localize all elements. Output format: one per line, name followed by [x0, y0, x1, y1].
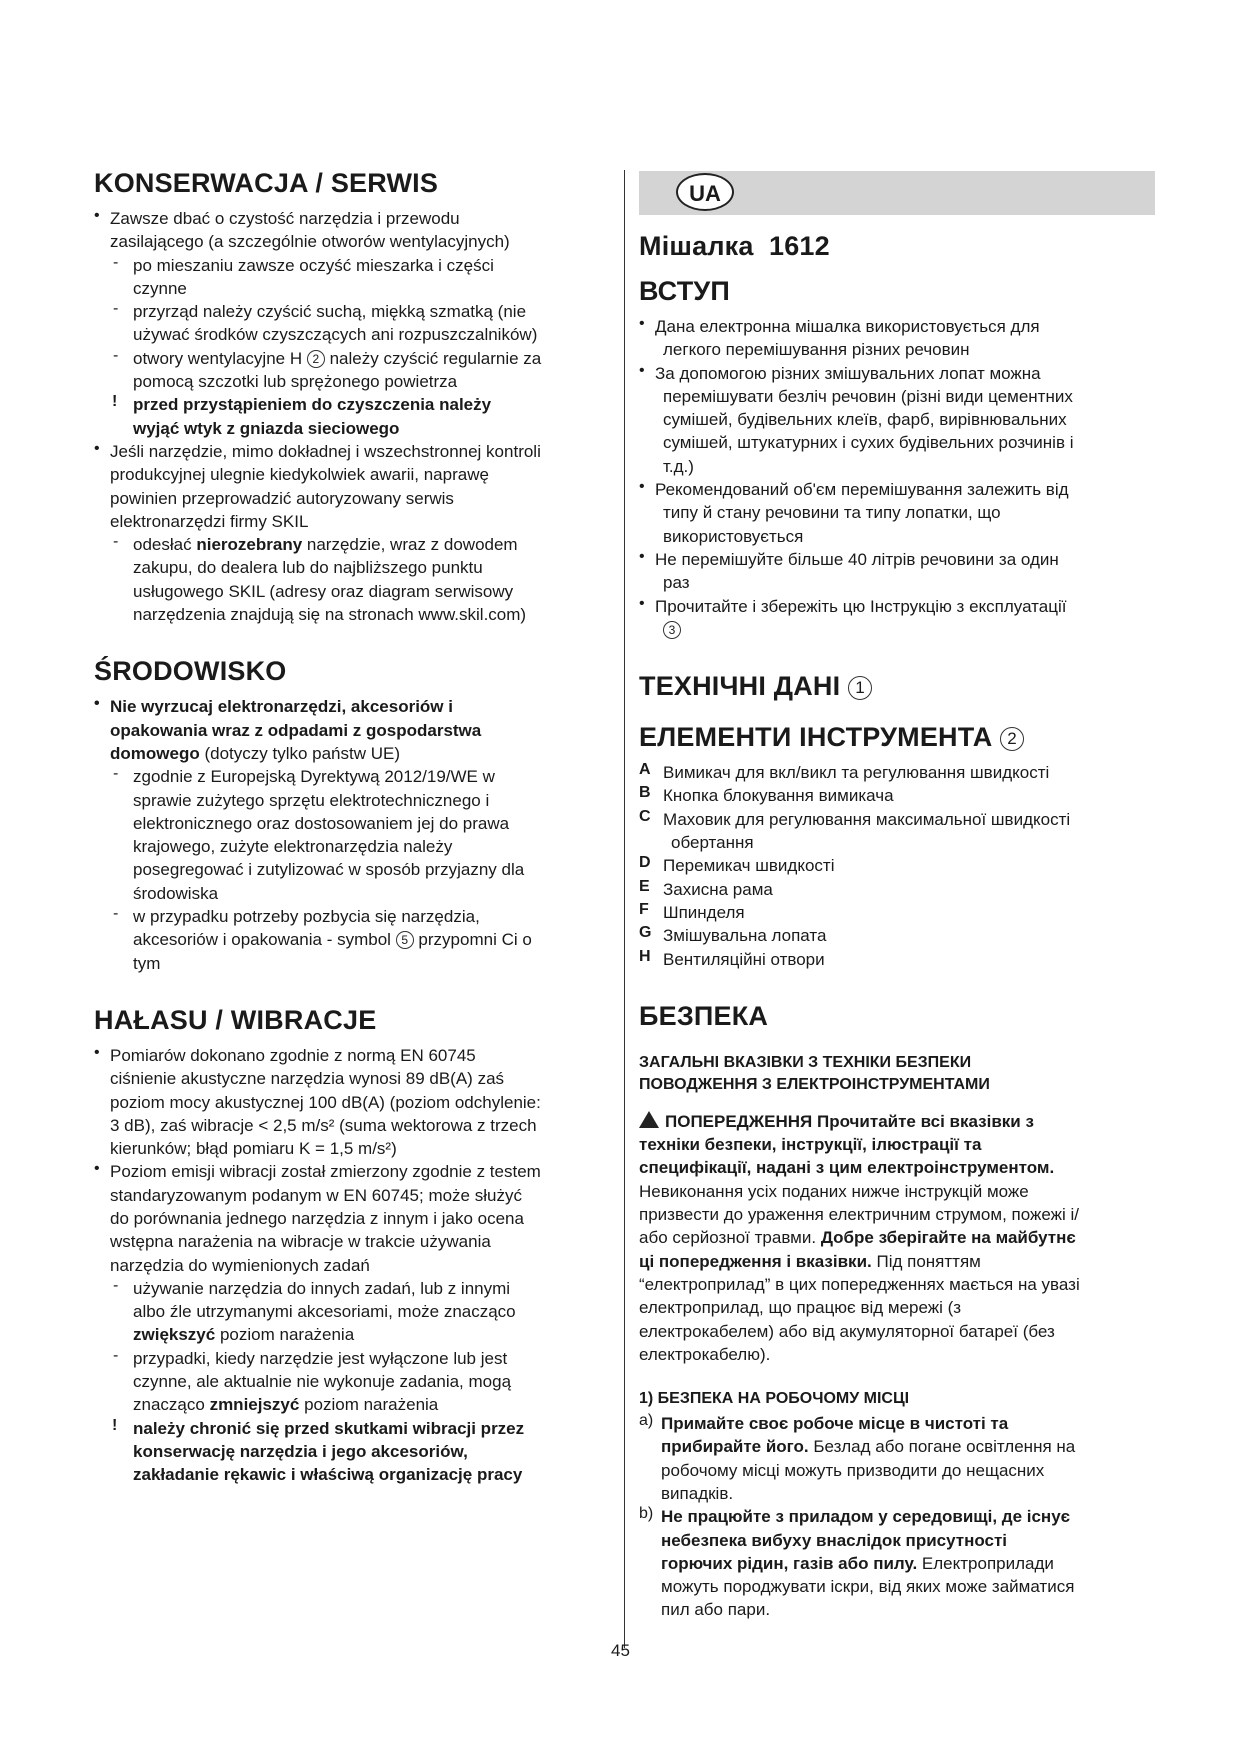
- item-key: b): [639, 1505, 654, 1523]
- text-line: раз: [663, 573, 690, 593]
- warning-paragraph: [639, 1110, 1155, 1366]
- text-line: [110, 742, 614, 765]
- text-line: електрокабелю).: [639, 1344, 771, 1364]
- text-line: pomocą szczotki lub sprężonego powietrza: [133, 372, 458, 392]
- list-item: [639, 948, 1155, 971]
- list-item: [639, 595, 1155, 642]
- text-line: сумішей, штукатурних і сухих будівельних розчинів і: [663, 433, 1074, 453]
- item-key: G: [639, 924, 652, 942]
- list-item: [94, 695, 614, 765]
- text-line: • Дана електронна мішалка використовується для: [655, 317, 1040, 336]
- column-divider: [624, 170, 625, 1648]
- text-line: - zgodnie z Europejską Dyrektywą 2012/19/WE w: [133, 767, 495, 787]
- text-line: ПОВОДЖЕННЯ З ЕЛЕКТРОІНСТРУМЕНТАМИ: [639, 1075, 990, 1093]
- text-line: • Zawsze dbać o czystość narzędzia i przewodu: [110, 209, 460, 228]
- text-line: електроприлад, що працює від мережі (з: [639, 1298, 962, 1318]
- list-item: [94, 440, 614, 533]
- list-item: [639, 901, 1155, 924]
- text-span: прибирайте його.: [661, 1437, 809, 1457]
- text-line: Примайте своє робоче місце в чистоті та: [661, 1414, 1009, 1434]
- figure-ref-circle: 1: [848, 676, 872, 700]
- text-line: wyjąć wtyk z gniazda sieciowego: [133, 418, 400, 438]
- text-line: standaryzowanym podanym w EN 60745; może służyć: [110, 1185, 522, 1205]
- text-line: випадків.: [661, 1483, 734, 1503]
- text-line: - przyrząd należy czyścić suchą, miękką szmatką (nie: [133, 302, 527, 322]
- text-span: domowego: [110, 743, 200, 763]
- text-line: Захисна рама: [663, 879, 773, 899]
- text-line: posegregować i zutylizować w sposób przyjazny dla: [133, 860, 525, 880]
- item-key: E: [639, 877, 650, 895]
- text-line: можуть породжувати іскри, від яких може займатися: [661, 1577, 1075, 1597]
- left-column: [94, 168, 614, 1487]
- text-line: пил або пари.: [661, 1600, 771, 1620]
- section-heading-tech: [639, 671, 1155, 702]
- text-line: opakowania wraz z odpadami z gospodarstwa: [110, 720, 482, 740]
- warning-item: [94, 1417, 614, 1487]
- list-item: [94, 1044, 614, 1160]
- heading-text: ТЕХНІЧНІ ДАНІ: [639, 671, 841, 702]
- text-span: ПОПЕРЕДЖЕННЯ Прочитайте всі вказівки з: [665, 1111, 1034, 1131]
- heading-text: ЕЛЕМЕНТИ ІНСТРУМЕНТА: [639, 722, 993, 753]
- text-span: należy czyścić regularnie za: [329, 348, 542, 368]
- warning-triangle-icon: [639, 1111, 659, 1128]
- text-span: akcesoriów i opakowania - symbol: [133, 930, 391, 950]
- text-line: • Nie wyrzucaj elektronarzędzi, akcesoriów i: [110, 697, 453, 717]
- text-line: • Pomiarów dokonano zgodnie z normą EN 60745: [110, 1045, 476, 1065]
- text-line: специфікації, надані з цим електроінструментом.: [639, 1158, 1055, 1178]
- list-item: [639, 315, 1155, 362]
- section-heading-halasu: HAŁASU / WIBRACJE: [94, 1004, 377, 1035]
- text-line: призвести до ураження електричним струмом, пожежі і/: [639, 1205, 1079, 1225]
- list-item: [94, 765, 614, 905]
- item-key: F: [639, 900, 649, 918]
- text-span: (dotyczy tylko państw UE): [204, 743, 401, 763]
- figure-ref-circle: 3: [663, 621, 681, 639]
- item-key: D: [639, 854, 651, 872]
- item-key: H: [639, 947, 651, 965]
- language-bar: [639, 171, 1155, 215]
- text-line: narzędzenia znajdują się na stronach www.skil.com): [133, 605, 527, 625]
- text-line: [661, 1435, 1155, 1458]
- text-line: Змішувальна лопата: [663, 926, 827, 946]
- list-item: [639, 761, 1155, 784]
- text-line: - po mieszaniu zawsze oczyść mieszarka i części: [133, 255, 494, 275]
- text-span: przypomni Ci o: [418, 930, 532, 950]
- list-item: [94, 1277, 614, 1347]
- product-title: Мішалка 1612: [639, 231, 830, 261]
- list-item: [94, 254, 614, 301]
- section-heading-bezpeka: БЕЗПЕКА: [639, 1000, 769, 1031]
- list-item: [639, 362, 1155, 478]
- text-span: poziom narażenia: [219, 1325, 355, 1345]
- subheading-workplace-safety: 1) БЕЗПЕКА НА РОБОЧОМУ МІСЦІ: [639, 1390, 910, 1408]
- text-line: небезпека вибуху внаслідок присутності: [661, 1530, 1008, 1550]
- list-item: [639, 854, 1155, 877]
- text-line: Перемикач швидкості: [663, 856, 835, 876]
- list-item: [639, 478, 1155, 548]
- text-line: перемішувати безліч речовин (різні види цементних: [663, 386, 1073, 406]
- text-line: т.д.): [663, 456, 694, 476]
- list-item: [639, 808, 1155, 855]
- item-key: C: [639, 807, 651, 825]
- text-line: Шпинделя: [663, 902, 745, 922]
- text-line: do porównania jednego narzędzia z innym i jako ocena: [110, 1208, 524, 1228]
- text-line: • За допомогою різних змішувальних лопат можна: [655, 363, 1041, 383]
- text-span: poziom narażenia: [304, 1395, 439, 1415]
- warning-item: [94, 393, 614, 440]
- text-line: легкого перемішування різних речовин: [663, 340, 970, 360]
- item-key: B: [639, 784, 651, 802]
- text-line: narzędzia do wymienionych zadań: [110, 1255, 370, 1275]
- list-item: [94, 347, 614, 394]
- text-line: Вимикач для вкл/викл та регулювання швидкості: [663, 763, 1050, 783]
- language-badge: UA: [676, 173, 734, 211]
- text-line: - przypadki, kiedy narzędzie jest wyłączone lub jest: [133, 1348, 508, 1368]
- text-line: [639, 1226, 1155, 1249]
- text-line: електрокабелем) або від акумуляторної батареї (без: [639, 1321, 1055, 1341]
- list-item: [94, 1347, 614, 1417]
- text-span: Електроприлади: [921, 1553, 1054, 1573]
- text-line: Кнопка блокування вимикача: [663, 786, 894, 806]
- list-item: [639, 548, 1155, 595]
- text-line: “електроприлад” в цих попередженнях мається на увазі: [639, 1274, 1080, 1294]
- text-line: usługowego SKIL (adresy oraz diagram serwisowy: [133, 581, 514, 601]
- text-line: zakładanie rękawic i właściwą organizację pracy: [133, 1465, 523, 1485]
- item-key: a): [639, 1412, 654, 1430]
- text-line: 3 dB), zaś wibracje < 2,5 m/s² (suma wektorowa z trzech: [110, 1115, 537, 1135]
- text-line: ! przed przystąpieniem do czyszczenia należy: [133, 395, 492, 415]
- text-line: używać środków czyszczących ani rozpuszczalników): [133, 325, 538, 345]
- list-item: [94, 207, 614, 254]
- list-item: [639, 1412, 1155, 1505]
- text-span: Добре зберігайте на майбутнє: [820, 1228, 1076, 1248]
- text-line: • Прочитайте і збережіть цю Інструкцію з експлуатації: [655, 596, 1067, 616]
- page-number: 45: [611, 1641, 630, 1660]
- text-span: nierozebrany: [196, 535, 303, 555]
- text-line: [133, 347, 614, 370]
- figure-ref-circle: 2: [1000, 727, 1024, 751]
- text-line: konserwację narzędzia i jego akcesoriów,: [133, 1441, 468, 1461]
- text-line: kierunków; błąd pomiaru K = 1,5 m/s²): [110, 1139, 397, 1159]
- list-item: [639, 784, 1155, 807]
- text-line: [655, 618, 1155, 641]
- text-line: використовується: [663, 526, 804, 546]
- text-line: albo źle utrzymanymi akcesoriami, może znacząco: [133, 1302, 516, 1322]
- text-line: техніки безпеки, інструкції, ілюстрації та: [639, 1135, 982, 1155]
- text-line: Не працюйте з приладом у середовищі, де існує: [661, 1507, 1071, 1527]
- text-line: czynne: [133, 278, 187, 298]
- text-line: Невиконання усіх поданих нижче інструкцій може: [639, 1181, 1029, 1201]
- text-line: [639, 1250, 1155, 1273]
- text-line: [133, 1393, 614, 1416]
- text-line: powinien przeprowadzić autoryzowany serwis: [110, 488, 454, 508]
- text-line: [639, 1110, 1155, 1133]
- text-span: zmniejszyć: [209, 1395, 300, 1415]
- text-line: ЗАГАЛЬНІ ВКАЗІВКИ З ТЕХНІКИ БЕЗПЕКИ: [639, 1053, 972, 1071]
- text-line: sprawie zużytego sprzętu elektrotechnicznego i: [133, 790, 490, 810]
- text-line: Вентиляційні отвори: [663, 949, 825, 969]
- list-item: [94, 533, 614, 626]
- text-line: [133, 928, 614, 951]
- text-span: znacząco: [133, 1395, 205, 1415]
- list-item: [639, 924, 1155, 947]
- text-line: czynne, ale aktualnie nie wykonuje zadania, mogą: [133, 1372, 512, 1392]
- text-span: odesłać: [133, 535, 192, 555]
- text-line: сумішей, будівельних клеїв, фарб, вирівнювальних: [663, 410, 1067, 430]
- text-line: • Jeśli narzędzie, mimo dokładnej i wszechstronnej kontroli: [110, 441, 541, 461]
- text-line: - używanie narzędzia do innych zadań, lub z innymi: [133, 1278, 511, 1298]
- right-column: [639, 171, 1155, 1622]
- text-line: elektronarzędzi firmy SKIL: [110, 511, 309, 531]
- text-line: elektronicznego oraz dostosowaniem jej do prawa: [133, 813, 510, 833]
- text-line: zakupu, do dealera lub do najbliższego punktu: [133, 558, 483, 578]
- text-span: ці попередження і вказівки.: [639, 1251, 872, 1271]
- text-line: - w przypadku potrzeby pozbycia się narzędzia,: [133, 907, 480, 927]
- text-line: ciśnienie akustyczne narzędzia wynosi 89 dB(A) zaś: [110, 1069, 505, 1089]
- text-span: або серйозної травми.: [639, 1228, 817, 1248]
- section-heading-elements: [639, 722, 1155, 753]
- figure-ref-circle: 5: [396, 931, 414, 949]
- text-span: narzędzie, wraz z dowodem: [306, 535, 518, 555]
- section-heading-srodowisko: ŚRODOWISKO: [94, 656, 287, 687]
- text-span: Під поняттям: [876, 1251, 981, 1271]
- section-heading-konserwacja: KONSERWACJA / SERWIS: [94, 168, 439, 198]
- text-line: wstępna narażenia na wibracje w trakcie używania: [110, 1232, 491, 1252]
- list-item: [639, 878, 1155, 901]
- text-line: ! należy chronić się przed skutkami wibracji przez: [133, 1418, 525, 1438]
- text-line: krajowego, zużyte elektronarzędzia należy: [133, 837, 453, 857]
- subheading-general-safety: [639, 1052, 1155, 1096]
- text-line: [133, 533, 614, 556]
- list-item: [94, 905, 614, 975]
- item-key: A: [639, 761, 651, 779]
- text-line: zasilającego (a szczególnie otworów wentylacyjnych): [110, 232, 510, 252]
- figure-ref-circle: 2: [307, 350, 325, 368]
- text-line: типу й стану речовини та типу лопатки, що: [663, 503, 1001, 523]
- text-line: • Рекомендований об'єм перемішування залежить від: [655, 480, 1069, 500]
- list-item: [639, 1505, 1155, 1621]
- elements-list: [639, 761, 1155, 971]
- section-heading-vstup: ВСТУП: [639, 276, 730, 306]
- text-line: Маховик для регулювання максимальної швидкості: [663, 809, 1071, 829]
- text-line: • Poziom emisji wibracji został zmierzony zgodnie z testem: [110, 1162, 541, 1182]
- text-line: środowiska: [133, 883, 219, 903]
- text-line: робочому місці можуть призводити до нещасних: [661, 1460, 1045, 1480]
- text-line: обертання: [671, 833, 754, 853]
- text-span: otwory wentylacyjne H: [133, 348, 303, 368]
- text-line: tym: [133, 953, 161, 973]
- text-line: poziom mocy akustycznej 100 dB(A) (poziom odchylenie:: [110, 1092, 541, 1112]
- text-line: • Не перемішуйте більше 40 літрів речовини за один: [655, 549, 1059, 569]
- list-item: [94, 300, 614, 347]
- text-span: zwiększyć: [133, 1325, 216, 1345]
- text-line: [661, 1552, 1155, 1575]
- list-item: [94, 1160, 614, 1276]
- text-line: produkcyjnej ulegnie kiedykolwiek awarii, naprawę: [110, 465, 489, 485]
- text-line: [133, 1323, 614, 1346]
- text-span: горючих рідин, газів або пилу.: [661, 1553, 918, 1573]
- text-span: Безлад або погане освітлення на: [813, 1437, 1076, 1457]
